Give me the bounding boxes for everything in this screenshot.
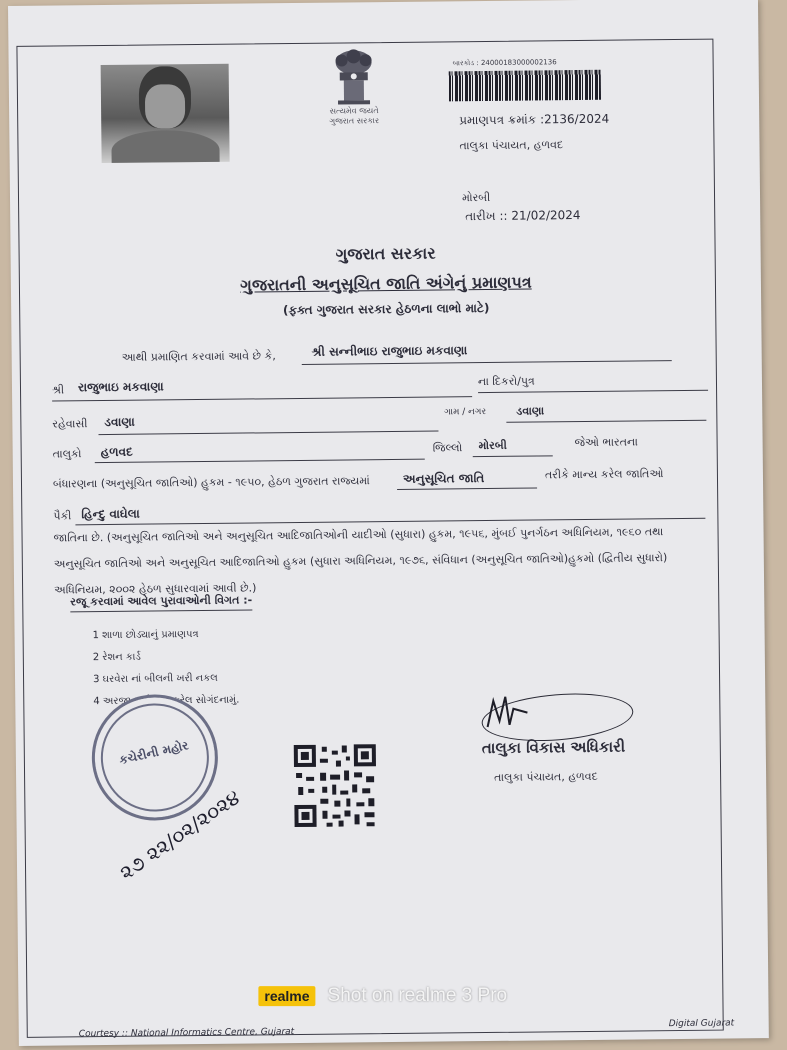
barcode (449, 70, 601, 102)
state-label: જેઓ ભારતના (574, 435, 638, 450)
relation-label: ના દિકરો/પુત્ર (477, 374, 535, 389)
footer-digital-gujarat: Digital Gujarat (668, 1018, 735, 1030)
watermark-text: Shot on realme 3 Pro (327, 985, 508, 1007)
applicant-photo (101, 64, 230, 163)
government-title: ગુજરાત સરકાર (335, 243, 436, 264)
order-text: બંધારણના (અનુસૂચિત જાતિઓ) હુકમ - ૧૯૫૦, હેઠળ ગુજરાત રાજ્યમાં (52, 474, 370, 491)
father-name: રાજુભાઇ મકવાણા (77, 379, 164, 395)
documents-heading: રજૂ કરવામાં આવેલ પુરાવાઓની વિગત :- (70, 593, 252, 612)
caste-category: અનુસૂચિત જાતિ (402, 471, 485, 486)
taluka-label: તાલુકો (52, 447, 82, 461)
village-value: ડવાણા (516, 404, 545, 418)
resident-value: ડવાણા (104, 414, 135, 430)
certificate-subtitle: (ફક્ત ગુજરાત સરકાર હેઠળના લાભો માટે) (282, 300, 490, 318)
state-emblem (318, 46, 389, 137)
signature-icon (483, 691, 533, 732)
camera-watermark (258, 984, 507, 1008)
recognized-label: તરીકે માન્ય કરેલ જાતિઓ (544, 467, 664, 482)
father-prefix: શ્રી (51, 383, 65, 397)
document-item: 4 અરજી સાથે રજૂ કરેલ સોગંદનામું. (93, 694, 240, 708)
qr-code-icon (292, 742, 379, 829)
district-value: મોરબી (478, 438, 507, 453)
certify-label: આથી પ્રમાણિત કરવામાં આવે છે કે, (121, 349, 276, 364)
footer-courtesy: Courtesy :: National Informatics Centre, Gujarat (78, 1027, 295, 1040)
village-label: ગામ / નગર (444, 407, 487, 418)
issue-date: તારીખ :: 21/02/2024 (465, 208, 581, 224)
resident-label: રહેવાસી (52, 417, 88, 431)
issuing-office: તાલુકા પંચાયત, હળવદ (459, 138, 564, 153)
certificate-number: પ્રમાણપત્ર ક્રમાંક :2136/2024 (459, 111, 610, 128)
taluka-value: હળવદ (100, 444, 133, 460)
ashoka-emblem-icon (330, 46, 377, 106)
document-item: 3 ઘરવેરા નાં બીલની ખરી નકલ (93, 672, 218, 686)
handwritten-note: ૨૭ ૨૨/૦૨/૨૦૨૪ (115, 785, 245, 885)
document-item: 2 રેશન કાર્ડ (92, 651, 141, 664)
district-label: જિલ્લો (432, 441, 463, 455)
barcode-number: બારકોડ : 24000183000002136 (452, 58, 557, 68)
emblem-motto: સત્યમેવ જયતે (329, 106, 379, 116)
emblem-gov-text: ગુજરાત સરકાર (329, 116, 380, 126)
seal-text: કચેરીની મહોર (117, 738, 190, 768)
caste-value: હિન્દુ વાઘેલા (81, 506, 140, 522)
certificate-sheet (8, 0, 769, 1046)
caste-prefix: પૈકી (53, 509, 72, 523)
place: મોરબી (461, 190, 491, 205)
applicant-name: શ્રી સન્નીભાઇ રાજુભાઇ મકવાણા (311, 343, 468, 359)
watermark-brand: realme (258, 986, 315, 1006)
officer-office: તાલુકા પંચાયત, હળવદ (494, 769, 598, 784)
certificate-title: ગુજરાતની અનુસૂચિત જાતિ અંગેનું પ્રમાણપત્ર (240, 272, 532, 295)
officer-title: તાલુકા વિકાસ અધિકારી (481, 737, 626, 758)
document-item: 1 શાળા છોડ્યાનું પ્રમાણપત્ર (92, 629, 199, 642)
legal-paragraph: જાતિના છે. (અનુસૂચિત જાતિઓ અને અનુસૂચિત આદિજાતિઓની યાદીઓ (સુધારા) હુકમ, ૧૯૫૬, મુંબઈ પુનર્ગઠન અધિનિયમ, ૧૯૬૦ તથા અનુસૂચિત જાતિઓ અને અનુસૂચિત આદિજાતિઓ હુકમ (સુધારા અધિનિયમ, ૧૯૭૬, સંવિધાન (અનુસૂચિત જાતિઓ)હુકમો (દ્વિતીય સુધારો) અધિનિયમ, ૨૦૦૨ હેઠળ સુધારવામાં આવી છે.) (53, 525, 668, 597)
